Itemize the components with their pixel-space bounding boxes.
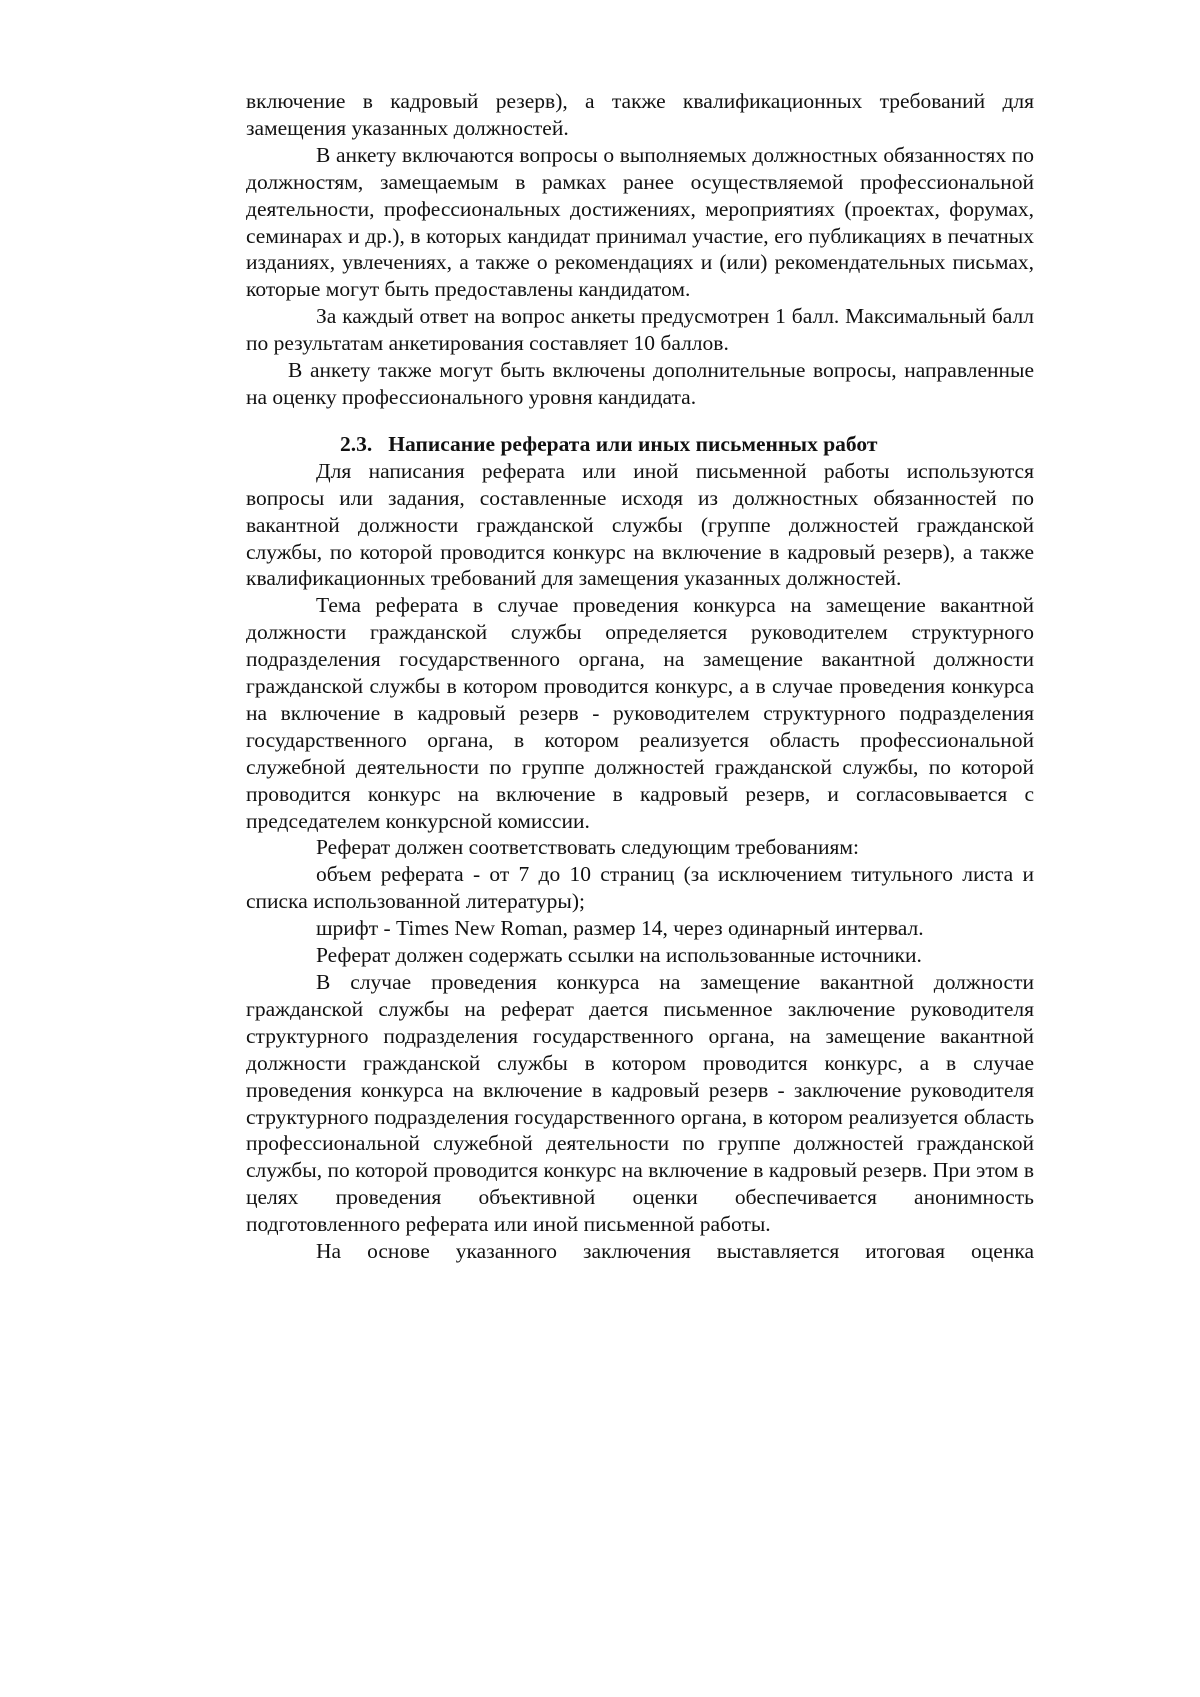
paragraph-essay-topic: Тема реферата в случае проведения конкурса на замещение вакантной должности гражданской службы определяется руководителем структурного подразделения государственного органа, на замещение вакантной должности гражданской службы в котором проводится конкурс, а в случае проведения конкурса на включение в кадровый резерв - руководителем структурного подразделения государственного органа, в котором реализуется область профессиональной служебной деятельности по группе должностей гражданской службы, по которой проводится конкурс на включение в кадровый резерв, и согласовывается с председателем конкурсной комиссии. [246, 593, 1034, 833]
paragraph-additional-questions: В анкету также могут быть включены дополнительные вопросы, направленные на оценку профессионального уровня кандидата. [246, 358, 1034, 409]
paragraph-questionnaire-contents: В анкету включаются вопросы о выполняемых должностных обязанностях по должностям, замещаемым в рамках ранее осуществляемой профессиональной деятельности, профессиональных достижениях, мероприятиях (проектах, форумах, семинарах и др.), в которых кандидат принимал участие, его публикациях в печатных изданиях, увлечениях, а также о рекомендациях и (или) рекомендательных письмах, которые могут быть предоставлены кандидатом. [246, 142, 1034, 302]
paragraph-essay-font: шрифт - Times New Roman, размер 14, через одинарный интервал. [316, 916, 924, 941]
paragraph-final-assessment: На основе указанного заключения выставляется итоговая оценка [316, 1239, 1034, 1264]
section-heading [246, 431, 1034, 458]
paragraph-essay-references: Реферат должен содержать ссылки на использованные источники. [316, 943, 922, 968]
paragraph-essay-volume: объем реферата - от 7 до 10 страниц (за исключением титульного листа и списка использованной литературы); [246, 862, 1034, 914]
paragraph-scoring: За каждый ответ на вопрос анкеты предусмотрен 1 балл. Максимальный балл по результатам анкетирования составляет 10 баллов. [246, 304, 1034, 356]
section-number: 2.3. [340, 431, 373, 456]
document-body [246, 88, 1034, 1265]
paragraph-essay-conclusion: В случае проведения конкурса на замещение вакантной должности гражданской службы на реферат дается письменное заключение руководителя структурного подразделения государственного органа, на замещение вакантной должности гражданской службы в котором проводится конкурс, а в случае проведения конкурса на включение в кадровый резерв - заключение руководителя структурного подразделения государственного органа, в котором реализуется область профессиональной служебной деятельности по группе должностей гражданской службы, по которой проводится конкурс на включение в кадровый резерв. При этом в целях проведения объективной оценки обеспечивается анонимность подготовленного реферата или иной письменной работы. [246, 970, 1034, 1237]
paragraph-continuation: включение в кадровый резерв), а также квалификационных требований для замещения указанных должностей. [246, 89, 1034, 140]
paragraph-essay-questions: Для написания реферата или иной письменной работы используются вопросы или задания, составленные исходя из должностных обязанностей по вакантной должности гражданской службы (группе должностей гражданской службы, по которой проводится конкурс на включение в кадровый резерв), а также квалификационных требований для замещения указанных должностей. [246, 458, 1034, 591]
paragraph-essay-requirements-intro: Реферат должен соответствовать следующим требованиям: [316, 835, 859, 860]
section-title: Написание реферата или иных письменных работ [388, 431, 878, 456]
